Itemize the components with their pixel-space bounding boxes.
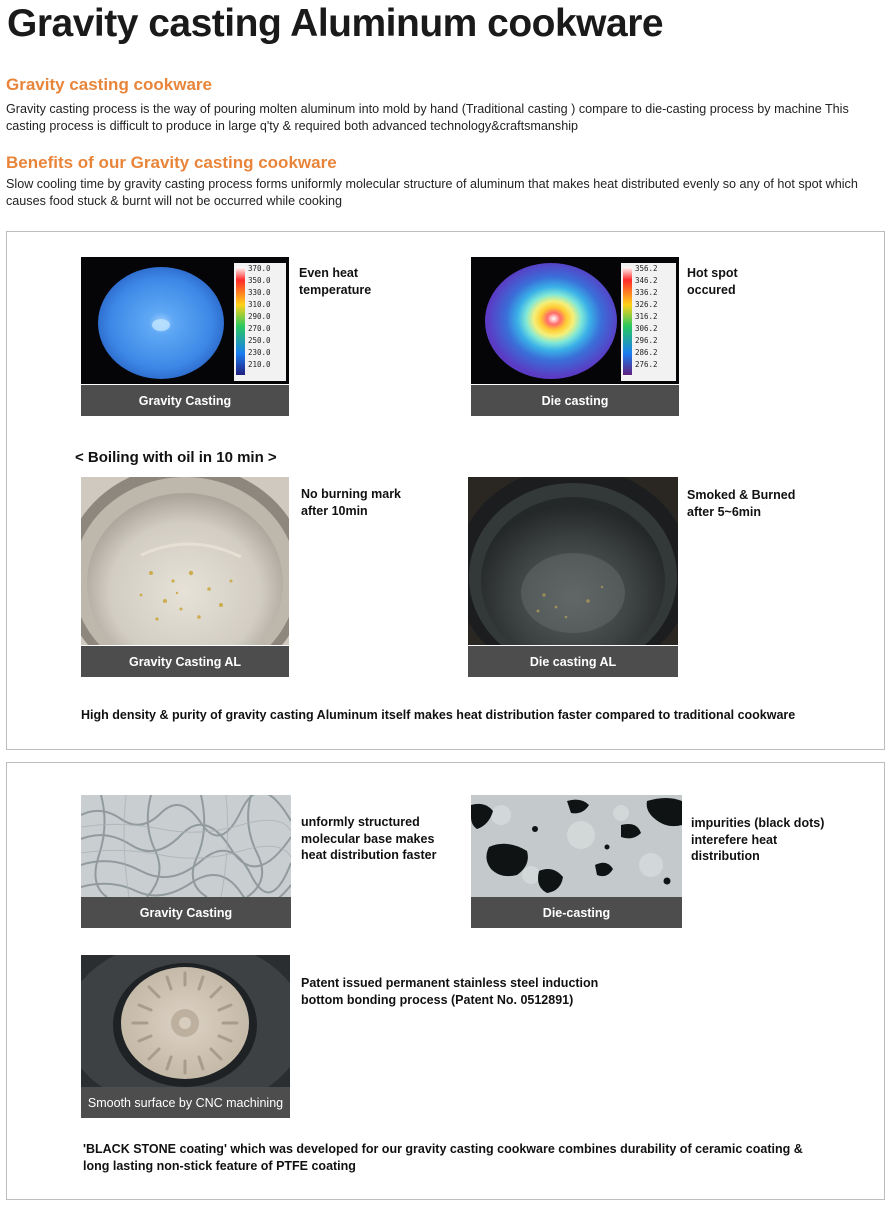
scale-label: 306.2 [635,324,658,333]
scale-label: 286.2 [635,348,658,357]
note-line: after 5~6min [687,504,761,519]
note-line: temperature [299,282,372,297]
note-pan-die [687,487,795,520]
pan-image-gravity [81,477,289,645]
induction-bottom-image [81,955,290,1087]
note-thermal-gravity [299,265,371,298]
page-title: Gravity casting Aluminum cookware [7,2,664,45]
scale-label: 276.2 [635,360,658,369]
benefits-text: Slow cooling time by gravity casting process forms uniformly molecular structure of aluminum that makes heat distributed evenly so any of hot spot which causes food stuck & burnt will not be occurred while cooking [6,177,858,208]
boiling-summary: High density & purity of gravity casting Aluminum itself makes heat distribution faster compared to traditional cookware [81,708,796,722]
scale-label: 296.2 [635,336,658,345]
caption-induction-bottom: Smooth surface by CNC machining [81,1087,290,1118]
microstructure-image-die [471,795,682,897]
scale-label: 326.2 [635,300,658,309]
summary-line: long lasting non-stick feature of PTFE coating [83,1158,356,1173]
benefits-heading: Benefits of our Gravity casting cookware [6,153,337,172]
note-line: occured [687,282,736,297]
note-line: Smoked & Burned [687,488,796,502]
scale-label: 356.2 [635,264,658,273]
scale-label: 290.0 [248,312,271,321]
thermal-image-gravity [81,257,289,384]
scale-label: 350.0 [248,276,271,285]
scale-label: 310.0 [248,300,271,309]
thermal-image-die [471,257,679,384]
note-pan-gravity [301,486,401,519]
note-microstructure-gravity [301,814,436,864]
scale-label: 330.0 [248,288,271,297]
note-line: distribution [691,849,760,863]
scale-label: 270.0 [248,324,271,333]
summary-line: 'BLACK STONE coating' which was developed for our gravity casting cookware combines durability of ceramic coating & [83,1142,803,1156]
note-thermal-die [687,265,738,298]
note-line: Even heat [299,266,359,280]
scale-label: 346.2 [635,276,658,285]
note-line: heat distribution faster [301,848,437,862]
microstructure-image-gravity [81,795,291,897]
scale-label: 316.2 [635,312,658,321]
note-line: interefere heat [691,832,778,847]
note-induction-bottom [301,975,598,1008]
scale-labels-die [635,264,658,369]
scale-labels-gravity [248,264,271,369]
scale-label: 370.0 [248,264,271,273]
note-line: molecular base makes [301,831,435,846]
caption-thermal-gravity: Gravity Casting [81,385,289,416]
intro-heading: Gravity casting cookware [6,75,212,94]
note-line: impurities (black dots) [691,816,825,830]
caption-microstructure-die: Die-casting [471,897,682,928]
scale-label: 210.0 [248,360,271,369]
note-line: unformly structured [301,815,420,829]
intro-text: Gravity casting process is the way of pouring molten aluminum into mold by hand (Traditional casting ) compare to die-casting process by machine This casting process is difficult to produce in large q'ty & required both advanced technology&craftsmanship [6,102,849,133]
scale-label: 250.0 [248,336,271,345]
caption-thermal-die: Die casting [471,385,679,416]
note-line: Hot spot [687,266,738,280]
pan-image-die [468,477,678,645]
scale-label: 230.0 [248,348,271,357]
note-line: No burning mark [301,487,402,501]
note-line: bottom bonding process (Patent No. 0512891) [301,992,574,1007]
scale-label: 336.2 [635,288,658,297]
note-microstructure-die [691,815,824,865]
boiling-heading: < Boiling with oil in 10 min > [75,449,277,466]
note-line: after 10min [301,503,368,518]
caption-microstructure-gravity: Gravity Casting [81,897,291,928]
caption-pan-gravity: Gravity Casting AL [81,646,289,677]
note-line: Patent issued permanent stainless steel induction [301,976,599,990]
coating-summary [83,1141,863,1174]
caption-pan-die: Die casting AL [468,646,678,677]
